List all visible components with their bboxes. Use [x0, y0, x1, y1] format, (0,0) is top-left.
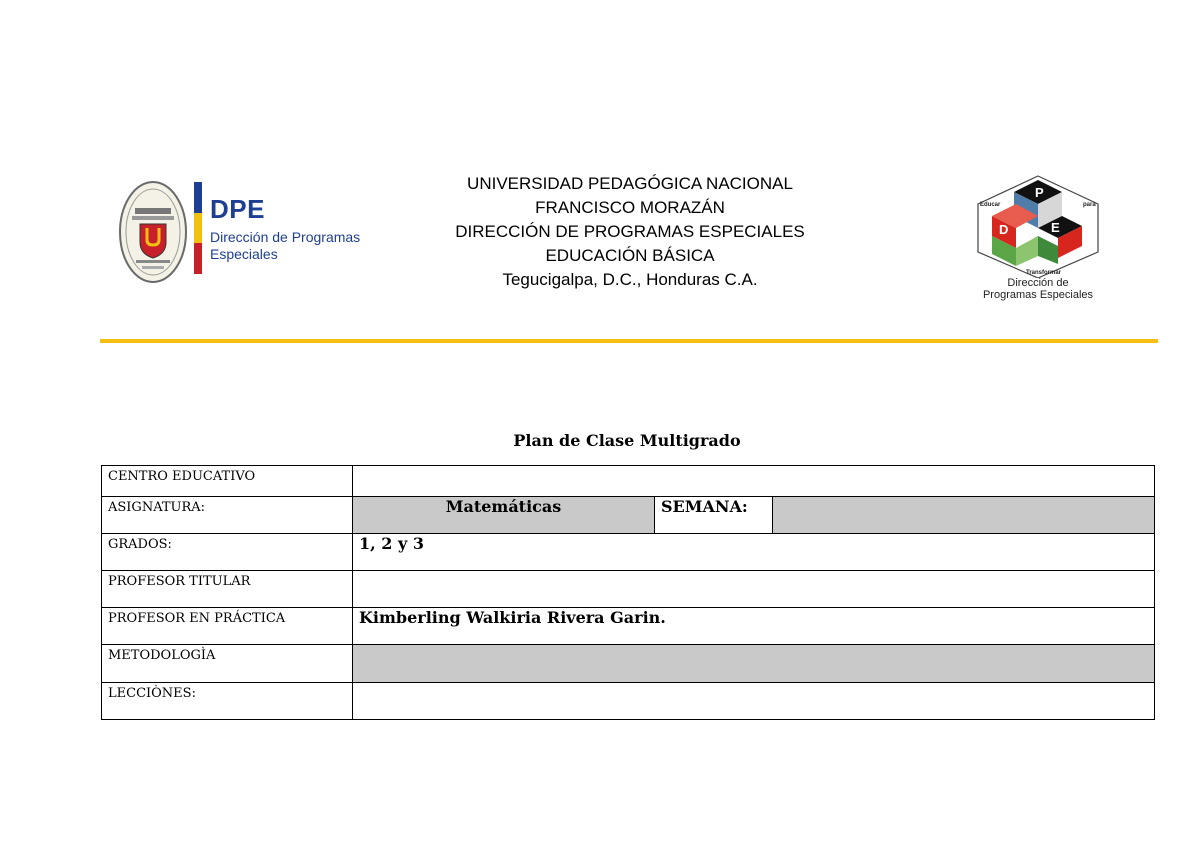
- cube-letter-p: P: [1035, 185, 1044, 200]
- dpe-subtitle-line1: Dirección de Programas: [210, 229, 361, 245]
- metodologia-value-field[interactable]: [353, 645, 1155, 683]
- asignatura-value[interactable]: Matemáticas: [353, 497, 655, 534]
- dpe-logo: [112, 176, 378, 288]
- header-line-francisco: FRANCISCO MORAZÁN: [535, 198, 725, 217]
- cube-side-top-left: Educar: [980, 202, 1001, 208]
- table-row: [102, 534, 1155, 571]
- header-divider: [100, 339, 1158, 343]
- practica-value[interactable]: Kimberling Walkiria Rivera Garin.: [353, 608, 1155, 645]
- institution-header: [400, 172, 860, 292]
- grados-value[interactable]: 1, 2 y 3: [353, 534, 1155, 571]
- header-line-location: Tegucigalpa, D.C., Honduras C.A.: [502, 270, 758, 289]
- dpe-color-bar: [194, 182, 202, 274]
- header-line-educacion: EDUCACIÓN BÁSICA: [545, 246, 715, 265]
- lecciones-value-field[interactable]: [353, 683, 1155, 720]
- dpe-subtitle-line2: Especiales: [210, 246, 278, 262]
- dpe-cube-logo: [972, 174, 1104, 304]
- asignatura-label: ASIGNATURA:: [102, 497, 353, 534]
- centro-value-field[interactable]: [353, 466, 1155, 497]
- cube-logo-caption: [972, 277, 1104, 301]
- header-line-university: UNIVERSIDAD PEDAGÓGICA NACIONAL: [467, 174, 793, 193]
- table-row: [102, 645, 1155, 683]
- titular-value-field[interactable]: [353, 571, 1155, 608]
- grados-label: GRADOS:: [102, 534, 353, 571]
- cube-side-bottom: Transformar: [1026, 270, 1062, 276]
- lecciones-label: LECCIÒNES:: [102, 683, 353, 720]
- cube-caption-line2: Programas Especiales: [982, 289, 1094, 301]
- dpe-brand: DPE: [210, 194, 265, 224]
- university-seal-icon: [118, 180, 188, 284]
- dpe-subtitle: [210, 229, 380, 263]
- metodologia-label: METODOLOGÌA: [102, 645, 353, 683]
- semana-label: SEMANA:: [655, 497, 773, 534]
- cube-letter-e: E: [1051, 220, 1060, 235]
- table-row: [102, 608, 1155, 645]
- table-row: [102, 571, 1155, 608]
- table-row: [102, 683, 1155, 720]
- titular-label: PROFESOR TITULAR: [102, 571, 353, 608]
- page-title: Plan de Clase Multigrado: [513, 431, 741, 450]
- semana-value-field[interactable]: [773, 497, 1155, 534]
- cube-letter-d: D: [999, 222, 1009, 237]
- header-line-direccion: DIRECCIÓN DE PROGRAMAS ESPECIALES: [455, 222, 805, 241]
- class-plan-table: [101, 465, 1155, 720]
- centro-label: CENTRO EDUCATIVO: [102, 466, 353, 497]
- practica-label: PROFESOR EN PRÁCTICA: [102, 608, 353, 645]
- cube-caption-line1: Dirección de: [1007, 277, 1069, 289]
- cube-side-top-right: para: [1083, 202, 1096, 208]
- table-row: [102, 466, 1155, 497]
- dpe-cube-icon: [972, 174, 1104, 278]
- table-row: [102, 497, 1155, 534]
